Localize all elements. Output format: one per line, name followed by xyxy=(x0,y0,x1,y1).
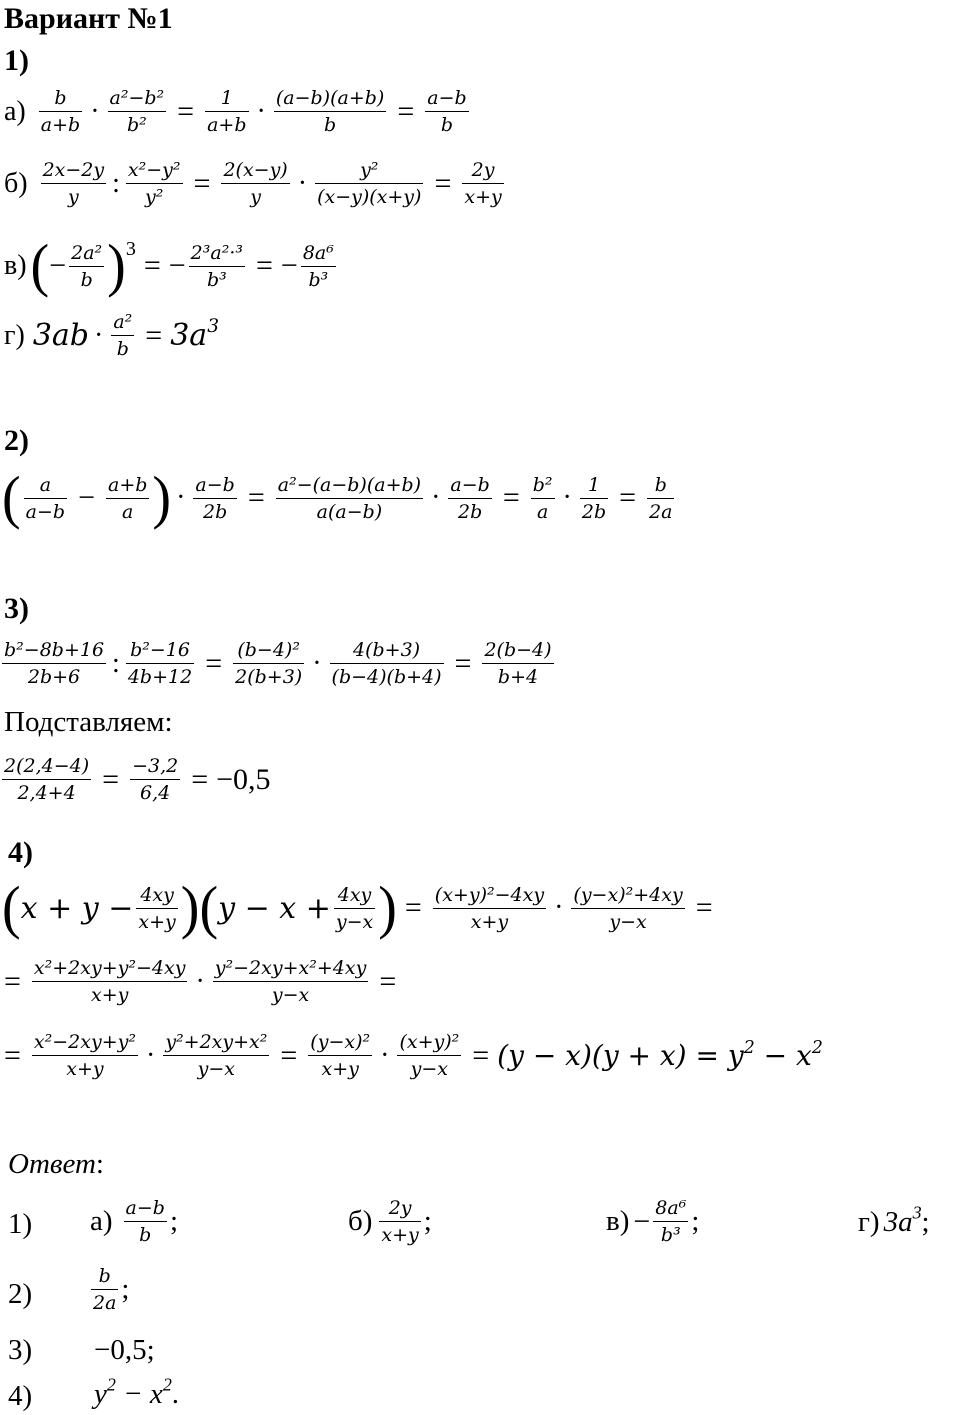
math-symbol: = xyxy=(695,891,713,924)
math-symbol: · xyxy=(431,482,441,513)
denominator: b³ xyxy=(206,268,227,291)
denominator: y−x xyxy=(410,1058,449,1080)
math-symbol: ) xyxy=(180,875,200,941)
answer-1a: а) $\frac{a-b}{b}$ ; xyxy=(90,1197,179,1246)
math-symbol: = xyxy=(247,481,265,514)
answer-1g: г) $3a^3$ ; xyxy=(858,1202,930,1238)
math-symbol: · xyxy=(94,319,104,351)
math-symbol: ( xyxy=(199,875,219,941)
fraction xyxy=(397,1030,461,1081)
fraction xyxy=(39,86,82,137)
denominator: x+y xyxy=(138,910,176,933)
denominator: 6,4 xyxy=(140,782,171,804)
denominator: y−x xyxy=(609,910,647,933)
fraction xyxy=(580,473,608,524)
numerator: 4xy xyxy=(337,883,372,906)
math-symbol: = xyxy=(404,891,422,924)
math-symbol: ) xyxy=(107,233,126,299)
math-symbol: ( xyxy=(30,233,50,299)
math-symbol: = xyxy=(4,1038,21,1072)
numerator: y² xyxy=(360,159,379,181)
math-symbol: − xyxy=(280,249,298,282)
numerator: x²−2xy+y² xyxy=(33,1031,136,1053)
fraction xyxy=(189,241,245,292)
denominator: a(a−b) xyxy=(316,500,383,523)
fraction xyxy=(425,86,468,137)
numerator: 2(b−4) xyxy=(484,639,552,661)
answer-1v: в) − $\frac{\text{8a⁶}}{\text{b³}}$ ; xyxy=(606,1197,700,1246)
denominator: b³ xyxy=(660,1224,681,1246)
denominator: b xyxy=(139,1224,152,1246)
fraction xyxy=(163,1030,269,1081)
math-symbol: = xyxy=(502,481,520,514)
math-symbol: = xyxy=(397,94,415,128)
substitute-label: Подставляем: xyxy=(4,706,173,738)
denominator: y² xyxy=(145,186,164,208)
numerator: 2a² xyxy=(71,241,103,264)
numerator: 2³a²·³ xyxy=(190,241,243,264)
denominator: b² xyxy=(126,114,147,136)
numerator: b xyxy=(98,1265,111,1287)
math-symbol: = xyxy=(191,762,209,796)
denominator: 4b+12 xyxy=(127,666,193,688)
math-symbol: · xyxy=(554,892,564,923)
page-title: Вариант №1 xyxy=(4,2,173,35)
math-symbol: = xyxy=(4,964,21,998)
fraction xyxy=(448,473,491,524)
numerator: (y−x)²+4xy xyxy=(573,883,683,906)
denominator: (x−y)(x+y) xyxy=(317,186,422,208)
math-symbol: − xyxy=(168,249,186,282)
fraction xyxy=(111,310,134,361)
denominator: x+y xyxy=(321,1058,359,1080)
fraction xyxy=(124,1196,167,1247)
task-4-line-1 xyxy=(2,875,721,941)
denominator: 2a xyxy=(93,1292,117,1314)
numerator: a+b xyxy=(108,473,148,496)
numerator: a−b xyxy=(125,1197,165,1219)
denominator: x+y xyxy=(464,186,502,208)
answer-heading: Ответ: xyxy=(8,1148,104,1180)
numerator: b² xyxy=(532,473,553,496)
numerator: (x+y)² xyxy=(399,1031,460,1053)
numerator: 2(2,4−4) xyxy=(4,755,90,777)
fraction xyxy=(301,241,336,292)
math-symbol: · xyxy=(176,482,186,513)
task-3-number: 3) xyxy=(4,592,29,625)
task-1g-label: г) xyxy=(4,319,25,351)
task-4-line-3 xyxy=(4,1030,823,1081)
denominator: 2b xyxy=(202,500,228,523)
math-symbol: $(y - x)(y + x) = y^2 - x^2$ xyxy=(497,1037,823,1072)
math-symbol: = xyxy=(145,318,163,352)
denominator: x+y xyxy=(66,1058,104,1080)
task-2-number: 2) xyxy=(4,424,29,457)
denominator: x+y xyxy=(381,1224,419,1246)
numerator: a−b xyxy=(450,473,490,496)
math-symbol: ) xyxy=(152,465,172,531)
denominator: a xyxy=(536,500,549,523)
numerator: 4(b+3) xyxy=(352,639,421,661)
fraction xyxy=(32,956,188,1007)
fraction xyxy=(221,158,289,209)
math-symbol: ) xyxy=(378,875,397,941)
numerator: b xyxy=(654,473,667,496)
fraction xyxy=(274,86,386,137)
numerator: 8a⁶ xyxy=(302,241,334,264)
math-symbol: 3ab xyxy=(32,318,89,353)
math-symbol: = xyxy=(205,646,223,680)
fraction xyxy=(126,638,194,689)
fraction xyxy=(653,1196,688,1247)
numerator: 2x−2y xyxy=(42,159,105,181)
numerator: 8a⁶ xyxy=(655,1197,687,1219)
fraction xyxy=(2,638,106,689)
task-3-substitution-line xyxy=(2,754,271,805)
fraction xyxy=(126,158,183,209)
fraction xyxy=(193,473,236,524)
fraction xyxy=(41,158,107,209)
answer-row-2-number: 2) xyxy=(8,1278,33,1310)
math-symbol: · xyxy=(297,167,308,199)
math-symbol: x + y − xyxy=(20,890,134,926)
math-symbol: = xyxy=(143,249,161,282)
denominator: b xyxy=(440,114,454,136)
numerator: b xyxy=(54,87,67,109)
denominator: 2b xyxy=(581,500,607,523)
task-1b-line xyxy=(4,158,507,209)
numerator: x²+2xy+y²−4xy xyxy=(33,957,186,979)
numerator: b²−16 xyxy=(130,639,190,661)
task-1v-line xyxy=(4,233,339,299)
fraction xyxy=(106,473,149,524)
answer-row-3-number: 3) xyxy=(8,1334,33,1366)
math-symbol: = xyxy=(472,1038,490,1072)
math-symbol: 3 xyxy=(125,238,136,260)
math-symbol: · xyxy=(562,482,572,513)
numerator: (a−b)(a+b) xyxy=(275,87,385,109)
answer-2: $\frac{b}{2a}$ ; xyxy=(93,1265,130,1314)
task-1a-line xyxy=(4,86,472,137)
numerator: (b−4)² xyxy=(237,639,300,661)
fraction xyxy=(482,638,553,689)
numerator: a−b xyxy=(195,473,235,496)
denominator: x+y xyxy=(91,984,129,1006)
denominator: y−x xyxy=(197,1058,236,1080)
answer-1b: б) $\frac{2y}{x+y}$ ; xyxy=(348,1197,432,1246)
denominator: 2b xyxy=(458,500,483,523)
numerator: y²+2xy+x² xyxy=(165,1031,268,1053)
math-symbol: · xyxy=(145,1039,156,1071)
math-symbol: · xyxy=(90,95,100,127)
numerator: 4xy xyxy=(140,883,174,906)
fraction xyxy=(213,956,369,1007)
math-symbol: − xyxy=(78,481,95,514)
numerator: −3,2 xyxy=(132,755,179,777)
numerator: (x+y)²−4xy xyxy=(434,883,545,906)
fraction xyxy=(32,1030,138,1081)
fraction xyxy=(330,638,444,689)
math-symbol: = xyxy=(255,249,273,282)
denominator: y xyxy=(67,186,79,208)
denominator: 2a xyxy=(649,500,673,523)
task-1-number: 1) xyxy=(4,44,29,77)
fraction xyxy=(315,158,423,209)
numerator: a² xyxy=(113,311,133,333)
math-symbol: = xyxy=(619,481,637,514)
fraction xyxy=(433,883,546,934)
math-symbol: : xyxy=(112,647,120,679)
numerator: x²−y² xyxy=(127,159,181,181)
denominator: a+b xyxy=(40,114,81,136)
task-3-line xyxy=(2,638,557,689)
fraction xyxy=(69,241,104,292)
denominator: x+y xyxy=(470,910,509,933)
fraction xyxy=(136,883,177,934)
math-symbol: $3a^3$ xyxy=(170,315,220,353)
denominator: a xyxy=(122,500,134,523)
denominator: b xyxy=(116,338,129,360)
answer-4-value: $y^2 - x^2$. xyxy=(94,1374,180,1410)
math-symbol: = xyxy=(454,646,472,680)
fraction xyxy=(462,158,503,209)
math-symbol: · xyxy=(312,647,322,679)
denominator: y−x xyxy=(271,984,310,1006)
math-symbol: ( xyxy=(2,465,21,531)
denominator: a−b xyxy=(25,500,66,523)
answer-row-4-number: 4) xyxy=(8,1380,33,1412)
task-4-number: 4) xyxy=(8,836,33,869)
task-2-line xyxy=(2,465,677,531)
numerator: (y−x)² xyxy=(310,1031,371,1053)
fraction xyxy=(130,754,180,805)
math-symbol: = xyxy=(280,1038,298,1072)
math-symbol: · xyxy=(256,95,266,127)
fraction xyxy=(108,86,167,137)
numerator: b²−8b+16 xyxy=(4,639,105,661)
fraction xyxy=(571,883,684,934)
fraction xyxy=(379,1196,420,1247)
denominator: y−x xyxy=(335,910,374,933)
fraction xyxy=(647,473,674,524)
numerator: a²−(a−b)(a+b) xyxy=(277,473,422,496)
answer-row-1-number: 1) xyxy=(8,1208,33,1240)
denominator: 2(b+3) xyxy=(235,666,303,688)
math-symbol: = xyxy=(177,94,195,128)
math-symbol: = xyxy=(193,166,211,200)
denominator: b³ xyxy=(308,268,329,291)
fraction xyxy=(308,1030,372,1081)
math-symbol: y − x + xyxy=(218,890,331,926)
task-1v-label: в) xyxy=(4,250,27,281)
math-symbol: ( xyxy=(2,875,21,941)
numerator: a²−b² xyxy=(109,87,165,109)
fraction xyxy=(2,754,91,805)
task-1b-label: б) xyxy=(4,167,28,199)
task-1a-label: а) xyxy=(4,95,26,127)
denominator: 2b+6 xyxy=(27,666,81,688)
fraction xyxy=(205,86,248,137)
math-symbol: = xyxy=(102,762,120,796)
numerator: 2y xyxy=(388,1197,412,1219)
math-symbol: − xyxy=(633,1204,651,1238)
numerator: 2(x−y) xyxy=(223,159,288,181)
denominator: (b−4)(b+4) xyxy=(331,666,442,688)
fraction xyxy=(91,1264,118,1315)
fraction xyxy=(334,883,375,934)
numerator: a xyxy=(39,473,52,496)
denominator: b xyxy=(324,114,337,136)
math-symbol: − xyxy=(49,249,67,282)
math-symbol: = xyxy=(434,166,452,200)
task-1g-line xyxy=(4,310,219,361)
numerator: a−b xyxy=(427,87,467,109)
math-symbol: : xyxy=(112,167,120,199)
denominator: a+b xyxy=(207,114,247,136)
denominator: b xyxy=(80,268,93,291)
fraction xyxy=(531,473,555,524)
math-symbol: = xyxy=(379,964,397,998)
denominator: y xyxy=(250,186,261,208)
numerator: 1 xyxy=(587,473,601,496)
math-symbol: · xyxy=(195,965,205,997)
fraction xyxy=(276,473,423,524)
fraction xyxy=(24,473,67,524)
fraction xyxy=(233,638,304,689)
task-4-line-2 xyxy=(4,956,404,1007)
task-3-result: −0,5 xyxy=(216,762,271,796)
denominator: b+4 xyxy=(497,666,539,688)
denominator: 2,4+4 xyxy=(17,782,76,804)
numerator: 2y xyxy=(471,159,495,181)
numerator: y²−2xy+x²+4xy xyxy=(214,957,367,979)
answer-3-value: −0,5; xyxy=(94,1334,155,1366)
numerator: 1 xyxy=(220,87,233,109)
math-symbol: · xyxy=(380,1039,390,1071)
